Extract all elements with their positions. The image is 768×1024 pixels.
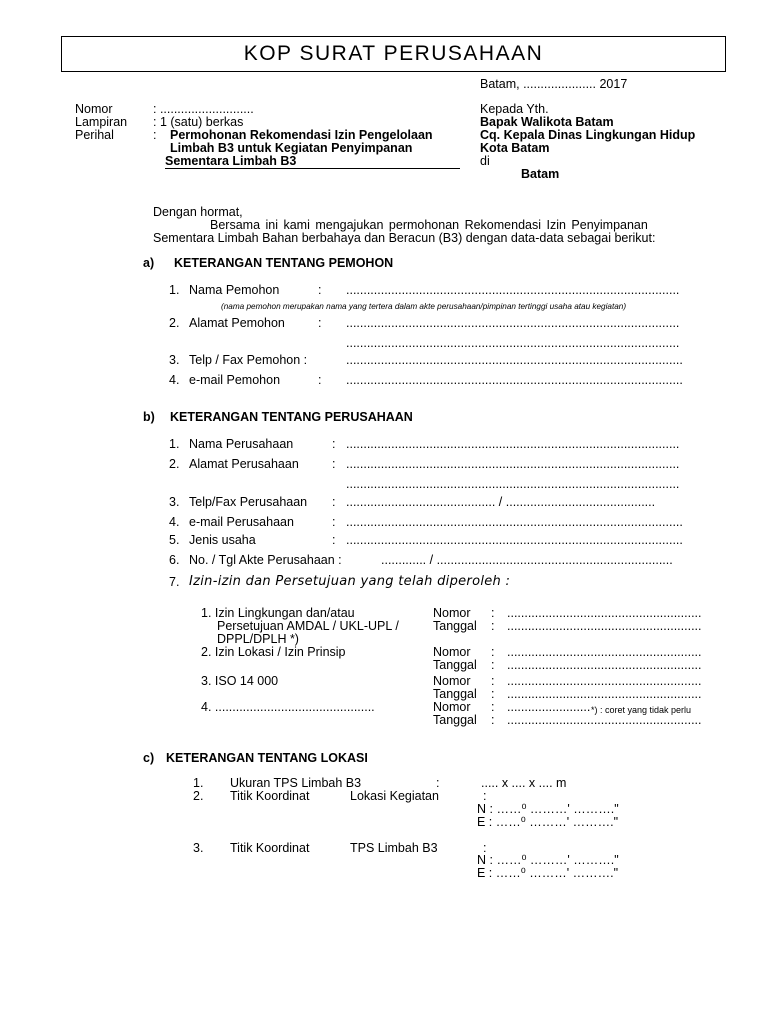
permit-3-nomor-colon: :	[491, 674, 495, 688]
a1-num: 1.	[169, 283, 180, 297]
permit-1-nomor-dots: ........................................................	[507, 606, 702, 620]
b2-label: Alamat Perusahaan	[189, 457, 299, 471]
b6-label: No. / Tgl Akte Perusahaan :	[189, 553, 342, 567]
c3-colon: :	[483, 841, 487, 855]
c1-value: ..... x .... x .... m	[481, 776, 567, 790]
lampiran-label: Lampiran	[75, 115, 128, 129]
permit-2-label: 2. Izin Lokasi / Izin Prinsip	[201, 645, 346, 659]
c2-num: 2.	[193, 789, 204, 803]
lampiran-value: : 1 (satu) berkas	[153, 115, 244, 129]
recipient-line-2: Bapak Walikota Batam	[480, 115, 614, 129]
permit-1-line-3: DPPL/DPLH *)	[217, 632, 299, 646]
b3-colon: :	[332, 495, 336, 509]
b7-num: 7.	[169, 575, 180, 589]
permit-4-tanggal-label: Tanggal	[433, 713, 477, 727]
a4-dots: .................................................................................................	[346, 373, 683, 387]
b3-num: 3.	[169, 495, 180, 509]
c3-label: Titik Koordinat	[230, 841, 310, 855]
perihal-label: Perihal	[75, 128, 114, 142]
a4-colon: :	[318, 373, 322, 387]
nomor-value: : ...........................	[153, 102, 254, 116]
b2-dots: ................................................................................................	[346, 457, 680, 471]
a4-label: e-mail Pemohon	[189, 373, 281, 387]
c2-n-line: N : ……⁰ ………' ………."	[477, 802, 619, 816]
c3-sub: TPS Limbah B3	[350, 841, 438, 855]
section-b-title: KETERANGAN TENTANG PERUSAHAAN	[170, 410, 413, 424]
a4-num: 4.	[169, 373, 180, 387]
c1-num: 1.	[193, 776, 204, 790]
b1-dots: ................................................................................................	[346, 437, 680, 451]
perihal-line-1: Permohonan Rekomendasi Izin Pengelolaan	[170, 128, 433, 142]
b1-label: Nama Perusahaan	[189, 437, 294, 451]
a1-colon: :	[318, 283, 322, 297]
c2-e-line: E : ……⁰ ………' ………."	[477, 815, 619, 829]
permit-2-tanggal-label: Tanggal	[433, 658, 477, 672]
perihal-line-3: Sementara Limbah B3	[165, 154, 460, 169]
a3-dots: .................................................................................................	[346, 353, 683, 367]
c2-colon: :	[483, 789, 487, 803]
b5-colon: :	[332, 533, 336, 547]
permit-1-line-1: 1. Izin Lingkungan dan/atau	[201, 606, 355, 620]
body-line-2: Sementara Limbah Bahan berbahaya dan Beracun (B3) dengan data-data sebagai berikut:	[153, 231, 656, 245]
c3-num: 3.	[193, 841, 204, 855]
permit-2-nomor-label: Nomor	[433, 645, 471, 659]
b4-dots: .................................................................................................	[346, 515, 683, 529]
permit-3-label: 3. ISO 14 000	[201, 674, 279, 688]
permit-3-tanggal-colon: :	[491, 687, 495, 701]
section-c-title: KETERANGAN TENTANG LOKASI	[166, 751, 368, 765]
a3-label: Telp / Fax Pemohon :	[189, 353, 308, 367]
b4-num: 4.	[169, 515, 180, 529]
recipient-line-1: Kepada Yth.	[480, 102, 549, 116]
recipient-line-3: Cq. Kepala Dinas Lingkungan Hidup	[480, 128, 696, 142]
recipient-line-6: Batam	[521, 167, 560, 181]
b7-label: Izin-izin dan Persetujuan yang telah diperoleh :	[189, 574, 511, 589]
a2-label: Alamat Pemohon	[189, 316, 285, 330]
permit-1-nomor-colon: :	[491, 606, 495, 620]
permit-1-line-2: Persetujuan AMDAL / UKL-UPL /	[217, 619, 399, 633]
a2-colon: :	[318, 316, 322, 330]
c3-e-line: E : ……⁰ ………' ………."	[477, 866, 619, 880]
section-c-marker: c)	[143, 751, 155, 765]
b5-num: 5.	[169, 533, 180, 547]
b2-dots-extra: ................................................................................................	[346, 477, 680, 491]
body-line-1: Bersama ini kami mengajukan permohonan Rekomendasi Izin Penyimpanan	[210, 218, 648, 232]
permit-3-tanggal-label: Tanggal	[433, 687, 477, 701]
section-b-marker: b)	[143, 410, 155, 424]
b5-label: Jenis usaha	[189, 533, 256, 547]
b4-label: e-mail Perusahaan	[189, 515, 294, 529]
b5-dots: .................................................................................................	[346, 533, 683, 547]
b2-num: 2.	[169, 457, 180, 471]
kop-surat-box	[61, 36, 726, 72]
permit-1-nomor-label: Nomor	[433, 606, 471, 620]
a2-dots-extra: ................................................................................................	[346, 336, 680, 350]
permit-2-nomor-colon: :	[491, 645, 495, 659]
a1-label: Nama Pemohon	[189, 283, 280, 297]
permit-1-tanggal-dots: ........................................................	[507, 619, 702, 633]
c2-sub: Lokasi Kegiatan	[350, 789, 439, 803]
permit-4-tanggal-dots: ........................................................	[507, 713, 702, 727]
a2-dots: ................................................................................................	[346, 316, 680, 330]
permit-3-tanggal-dots: ........................................................	[507, 687, 702, 701]
permit-4-nomor-dots: ........................	[507, 700, 591, 714]
b1-colon: :	[332, 437, 336, 451]
c3-n-line: N : ……⁰ ………' ………."	[477, 853, 619, 867]
b6-dots: ............. / ....................................................................	[381, 553, 673, 567]
permit-4-nomor-label: Nomor	[433, 700, 471, 714]
perihal-line-2: Limbah B3 untuk Kegiatan Penyimpanan	[170, 141, 413, 155]
nomor-label: Nomor	[75, 102, 113, 116]
city-date: Batam, ..................... 2017	[480, 77, 628, 91]
perihal-colon: :	[153, 128, 157, 142]
b6-num: 6.	[169, 553, 180, 567]
section-a-marker: a)	[143, 256, 155, 270]
b4-colon: :	[332, 515, 336, 529]
permit-2-tanggal-dots: ........................................................	[507, 658, 702, 672]
permit-4-tanggal-colon: :	[491, 713, 495, 727]
a-note: (nama pemohon merupakan nama yang tertera dalam akte perusahaan/pimpinan tertinggi usaha atau kegiatan)	[221, 302, 627, 311]
section-a-title: KETERANGAN TENTANG PEMOHON	[174, 256, 394, 270]
a1-dots: ................................................................................................	[346, 283, 680, 297]
a3-num: 3.	[169, 353, 180, 367]
recipient-line-5: di	[480, 154, 490, 168]
permit-1-tanggal-colon: :	[491, 619, 495, 633]
permit-3-nomor-label: Nomor	[433, 674, 471, 688]
permit-4-nomor-colon: :	[491, 700, 495, 714]
recipient-line-4: Kota Batam	[480, 141, 550, 155]
b3-dots: ........................................... / ...........................................	[346, 495, 656, 509]
kop-surat-title: KOP SURAT PERUSAHAAN	[243, 42, 544, 65]
permit-4-label: 4. ..............................................	[201, 700, 375, 714]
c1-colon: :	[436, 776, 440, 790]
b1-num: 1.	[169, 437, 180, 451]
salutation: Dengan hormat,	[153, 205, 243, 219]
permit-3-nomor-dots: ........................................................	[507, 674, 702, 688]
permit-1-tanggal-label: Tanggal	[433, 619, 477, 633]
a2-num: 2.	[169, 316, 180, 330]
b2-colon: :	[332, 457, 336, 471]
c2-label: Titik Koordinat	[230, 789, 310, 803]
permit-footnote: *) : coret yang tidak perlu	[591, 705, 692, 715]
permit-2-tanggal-colon: :	[491, 658, 495, 672]
permit-2-nomor-dots: ........................................................	[507, 645, 702, 659]
b3-label: Telp/Fax Perusahaan	[189, 495, 308, 509]
c1-label: Ukuran TPS Limbah B3	[230, 776, 362, 790]
